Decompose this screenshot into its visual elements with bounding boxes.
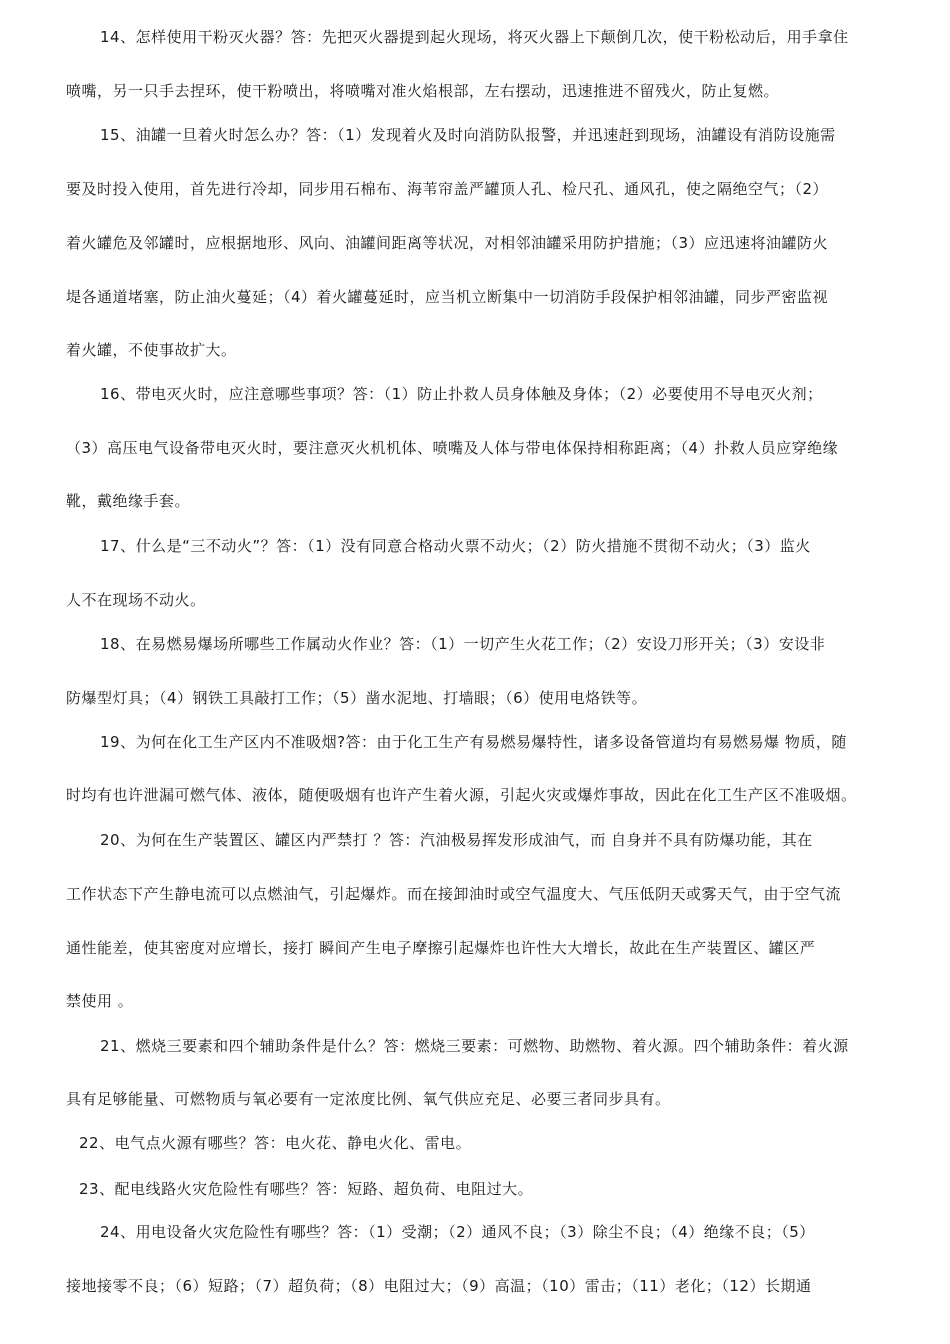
text-line: 18、在易燃易爆场所哪些工作属动火作业？答：（1）一切产生火花工作；（2）安设刀形开关；（3）安设非 [100, 635, 826, 653]
text-line: 着火罐危及邻罐时，应根据地形、风向、油罐间距离等状况，对相邻油罐采用防护措施；（3）应迅速将油罐防火 [66, 234, 829, 252]
text-line: 23、配电线路火灾危险性有哪些？答：短路、超负荷、电阻过大。 [79, 1180, 534, 1198]
text-line: 通性能差，使其密度对应增长，接打 瞬间产生电子摩擦引起爆炸也许性大大增长，故此在生产装置区、罐区严 [66, 939, 816, 957]
text-line: 防爆型灯具；（4）钢铁工具敲打工作；（5）凿水泥地、打墙眼；（6）使用电烙铁等。 [66, 689, 648, 707]
text-line: 人不在现场不动火。 [66, 591, 206, 609]
text-line: 24、用电设备火灾危险性有哪些？答：（1）受潮；（2）通风不良；（3）除尘不良；（4）绝缘不良；（5） [100, 1223, 815, 1241]
text-line: 21、燃烧三要素和四个辅助条件是什么？答：燃烧三要素：可燃物、助燃物、着火源。四个辅助条件：着火源 [100, 1037, 849, 1055]
text-line: （3）高压电气设备带电灭火时，要注意灭火机机体、喷嘴及人体与带电体保持相称距离；（4）扑救人员应穿绝缘 [66, 439, 839, 457]
text-line: 接地接零不良；（6）短路；（7）超负荷；（8）电阻过大；（9）高温；（10）雷击；（11）老化；（12）长期通 [66, 1277, 812, 1295]
text-line: 17、什么是“三不动火”？答：（1）没有同意合格动火票不动火；（2）防火措施不贯彻不动火；（3）监火 [100, 537, 811, 555]
text-line: 靴，戴绝缘手套。 [66, 492, 191, 510]
text-line: 时均有也许泄漏可燃气体、液体，随便吸烟有也许产生着火源，引起火灾或爆炸事故，因此在化工生产区不准吸烟。 [66, 786, 857, 804]
text-line: 禁使用 。 [66, 992, 134, 1010]
text-line: 着火罐，不使事故扩大。 [66, 341, 237, 359]
text-line: 19、为何在化工生产区内不准吸烟?答：由于化工生产有易燃易爆特性，诸多设备管道均有易燃易爆 物质，随 [100, 733, 847, 751]
text-line: 15、油罐一旦着火时怎么办？答：（1）发现着火及时向消防队报警，并迅速赶到现场，油罐设有消防设施需 [100, 126, 836, 144]
text-line: 工作状态下产生静电流可以点燃油气，引起爆炸。而在接卸油时或空气温度大、气压低阴天或雾天气，由于空气流 [66, 885, 842, 903]
text-line: 堤各通道堵塞，防止油火蔓延；（4）着火罐蔓延时，应当机立断集中一切消防手段保护相邻油罐，同步严密监视 [66, 288, 829, 306]
text-line: 14、怎样使用干粉灭火器？答：先把灭火器提到起火现场，将灭火器上下颠倒几次，使干粉松动后，用手拿住 [100, 28, 849, 46]
text-line: 要及时投入使用，首先进行冷却，同步用石棉布、海苇帘盖严罐顶人孔、检尺孔、通风孔，使之隔绝空气；（2） [66, 180, 829, 198]
text-line: 具有足够能量、可燃物质与氧必要有一定浓度比例、氧气供应充足、必要三者同步具有。 [66, 1090, 671, 1108]
text-line: 喷嘴，另一只手去捏环，使干粉喷出，将喷嘴对准火焰根部，左右摆动，迅速推进不留残火，防止复燃。 [66, 82, 780, 100]
text-line: 20、为何在生产装置区、罐区内严禁打 ？答：汽油极易挥发形成油气，而 自身并不具有防爆功能，其在 [100, 831, 813, 849]
text-line: 22、电气点火源有哪些？答：电火花、静电火化、雷电。 [79, 1134, 472, 1152]
text-line: 16、带电灭火时，应注意哪些事项？答：（1）防止扑救人员身体触及身体；（2）必要使用不导电灭火剂； [100, 385, 823, 403]
